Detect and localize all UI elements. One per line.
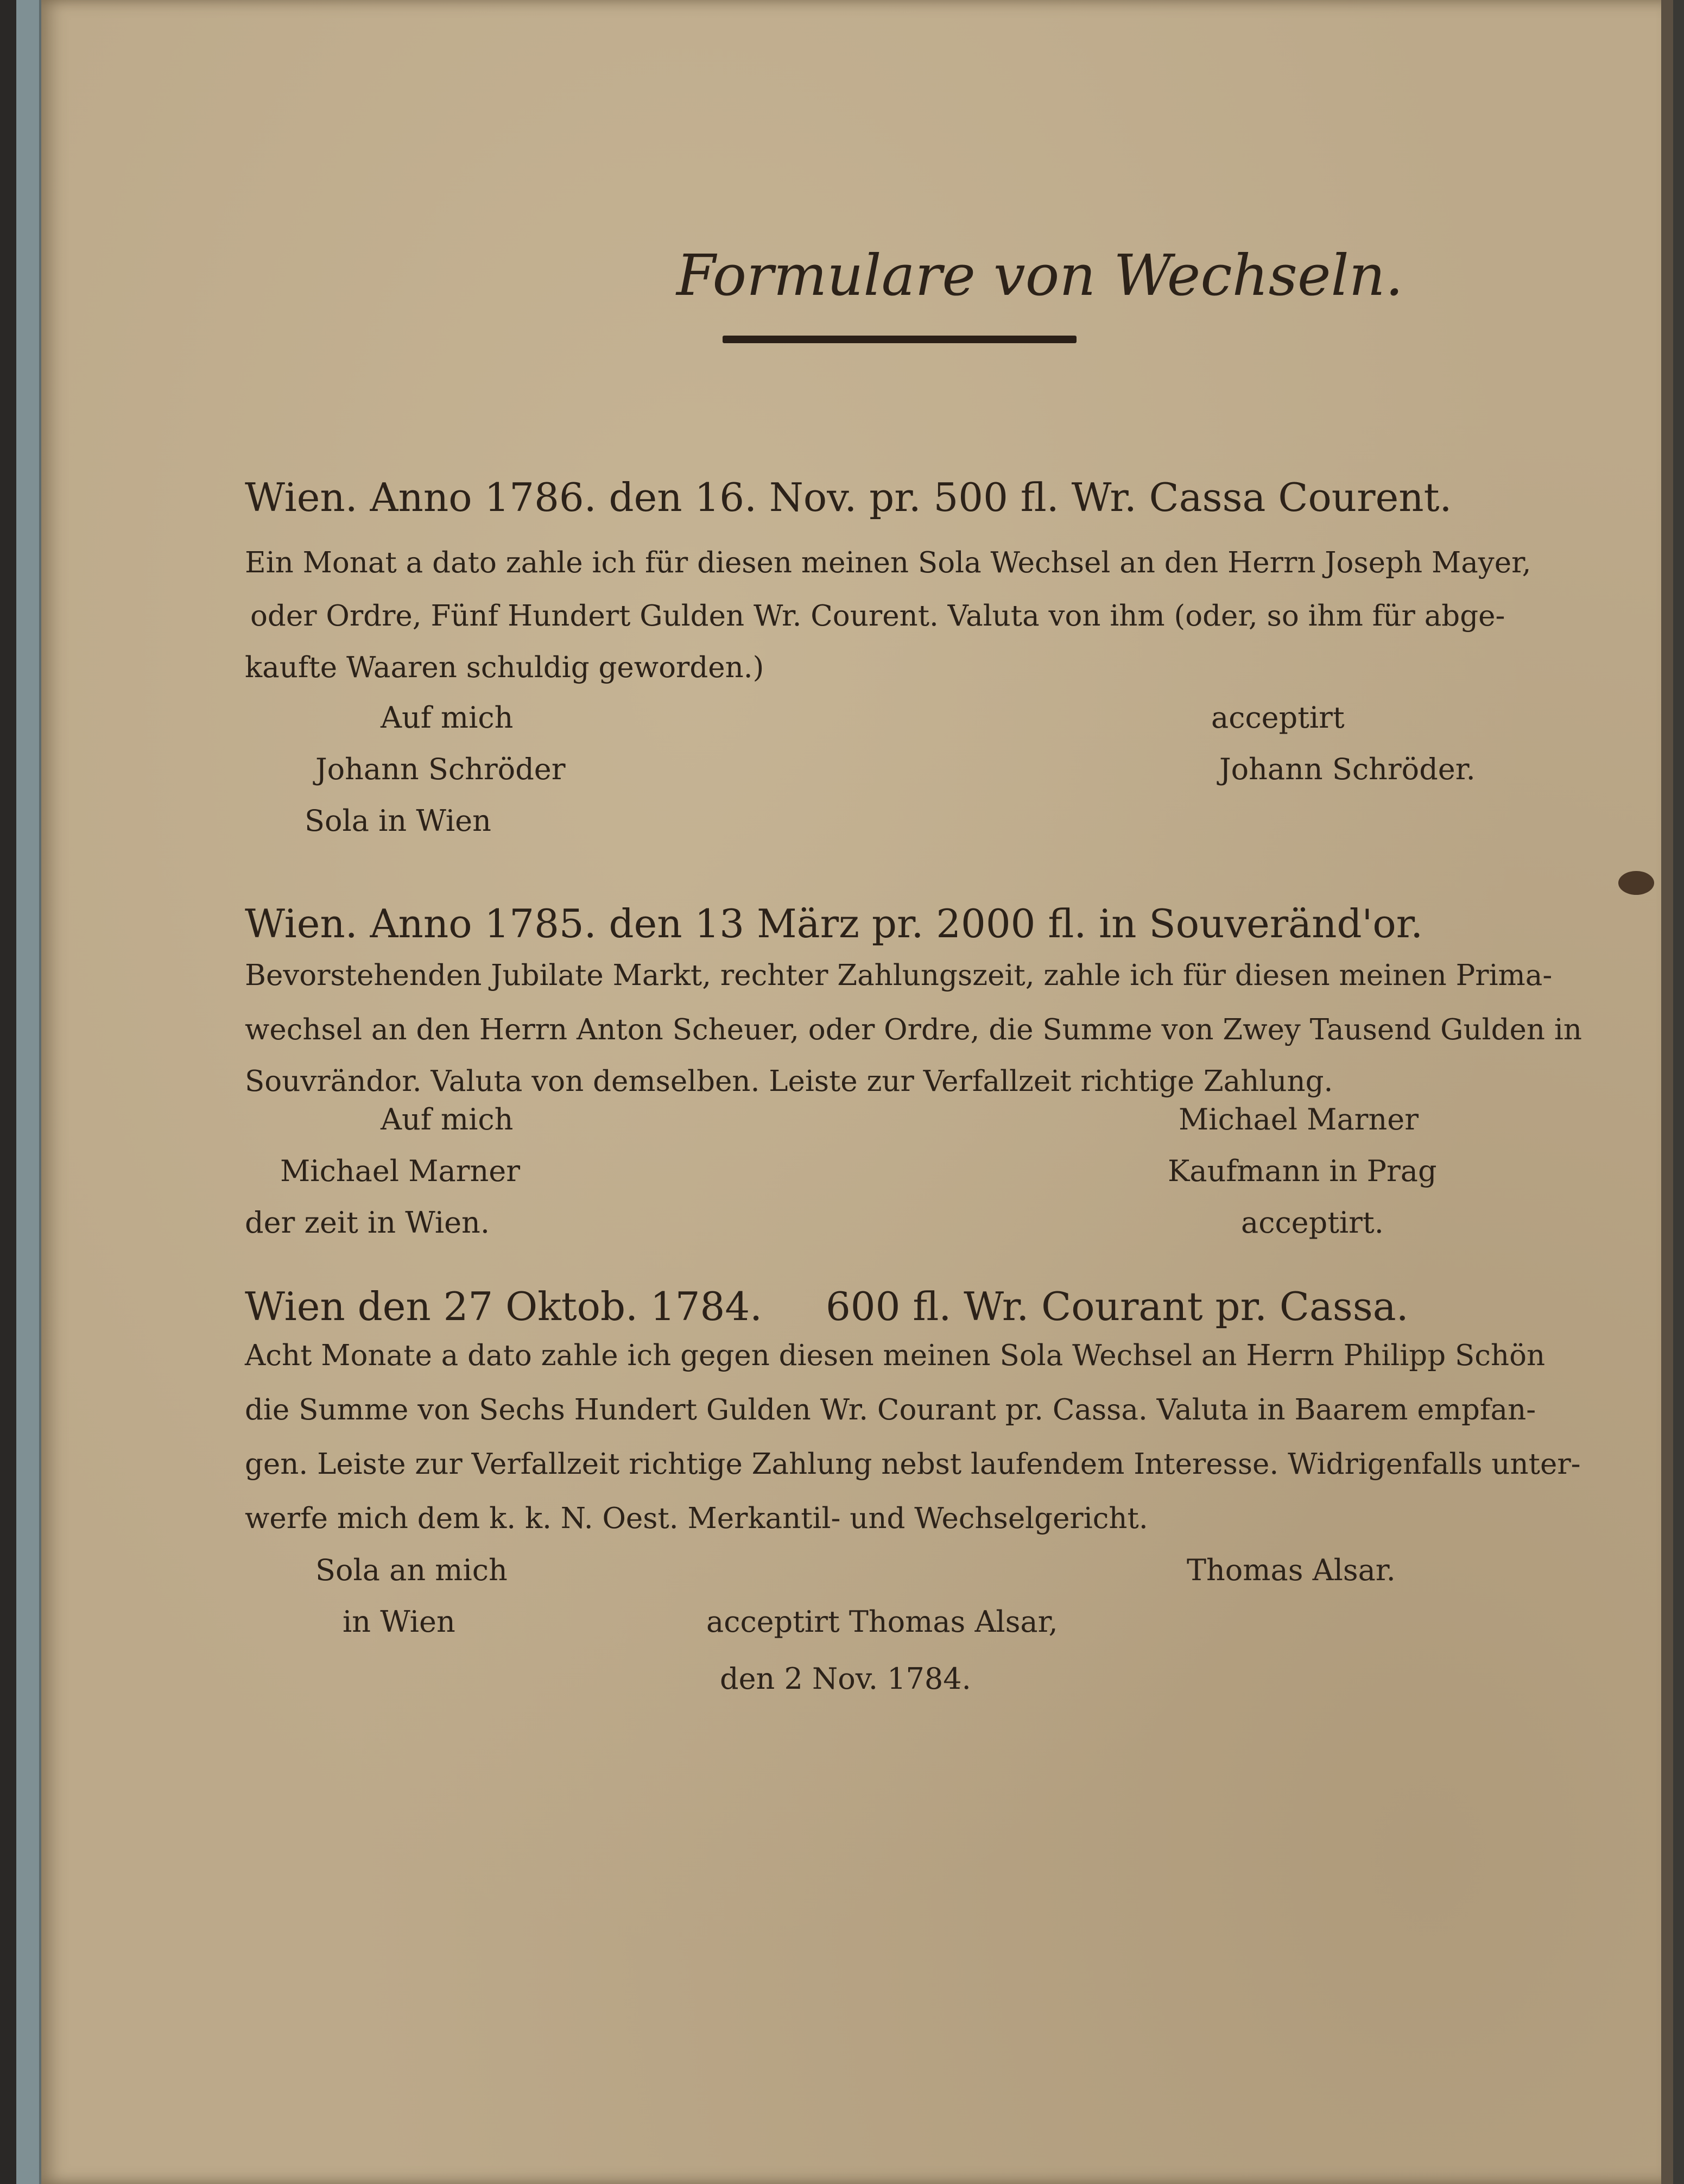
- bill-1-body-line: Ein Monat a dato zahle ich für diesen meinen Sola Wechsel an den Herrn Joseph Mayer,: [245, 546, 1531, 579]
- bill-1-left-line: Auf mich: [381, 700, 514, 735]
- page: [41, 0, 1673, 2184]
- bill-3-right-line: Thomas Alsar.: [1187, 1553, 1396, 1587]
- bill-2-left-line: Auf mich: [381, 1102, 514, 1137]
- bill-3-body-line: gen. Leiste zur Verfallzeit richtige Zahlung nebst laufendem Interesse. Widrigenfalls unter-: [245, 1448, 1581, 1481]
- bill-2-body-line: Souvrändor. Valuta von demselben. Leiste zur Verfallzeit richtige Zahlung.: [245, 1065, 1333, 1098]
- page-edge-shadow: [1661, 0, 1673, 2184]
- ink-stain: [1618, 871, 1654, 895]
- bill-3-body-line: die Summe von Sechs Hundert Gulden Wr. Courant pr. Cassa. Valuta in Baarem empfan-: [245, 1393, 1536, 1426]
- bill-3-heading-right: 600 fl. Wr. Courant pr. Cassa.: [826, 1284, 1409, 1329]
- bill-3-body-line: Acht Monate a dato zahle ich gegen diesen meinen Sola Wechsel an Herrn Philipp Schön: [245, 1339, 1546, 1372]
- bill-3-body-line: werfe mich dem k. k. N. Oest. Merkantil- und Wechselgericht.: [245, 1502, 1148, 1535]
- bill-1-heading: Wien. Anno 1786. den 16. Nov. pr. 500 fl. Wr. Cassa Courent.: [245, 475, 1452, 520]
- bill-1-left-line: Johann Schröder: [315, 752, 566, 786]
- bill-2-right-line: Michael Marner: [1179, 1102, 1419, 1137]
- bill-3-acceptance-line: acceptirt Thomas Alsar,: [706, 1605, 1058, 1639]
- bill-1-body-line: oder Ordre, Fünf Hundert Gulden Wr. Courent. Valuta von ihm (oder, so ihm für abge-: [250, 599, 1505, 633]
- bill-3-acceptance-line: den 2 Nov. 1784.: [720, 1662, 971, 1696]
- binding-edge: [0, 0, 16, 2184]
- bill-2-heading: Wien. Anno 1785. den 13 März pr. 2000 fl. in Souveränd'or.: [245, 901, 1423, 946]
- bill-3-heading-left: Wien den 27 Oktob. 1784.: [245, 1284, 763, 1329]
- bill-1-left-line: Sola in Wien: [305, 804, 491, 838]
- bill-3-left-line: Sola an mich: [315, 1553, 508, 1587]
- cover-strip: [16, 0, 41, 2184]
- bill-2-left-line: der zeit in Wien.: [245, 1205, 490, 1240]
- bill-2-body-line: Bevorstehenden Jubilate Markt, rechter Zahlungszeit, zahle ich für diesen meinen Prima-: [245, 959, 1553, 992]
- bill-2-body-line: wechsel an den Herrn Anton Scheuer, oder Ordre, die Summe von Zwey Tausend Gulden in: [245, 1013, 1582, 1046]
- bill-2-right-line: Kaufmann in Prag: [1168, 1154, 1437, 1188]
- bill-1-right-line: acceptirt: [1211, 700, 1345, 735]
- title-rule: [723, 336, 1077, 343]
- page-title: Formulare von Wechseln.: [676, 242, 1403, 308]
- bill-2-right-line: acceptirt.: [1241, 1205, 1384, 1240]
- bill-3-left-line: in Wien: [343, 1605, 455, 1639]
- bill-2-left-line: Michael Marner: [280, 1154, 521, 1188]
- bill-1-body-line: kaufte Waaren schuldig geworden.): [245, 651, 764, 684]
- bill-1-right-line: Johann Schröder.: [1219, 752, 1476, 786]
